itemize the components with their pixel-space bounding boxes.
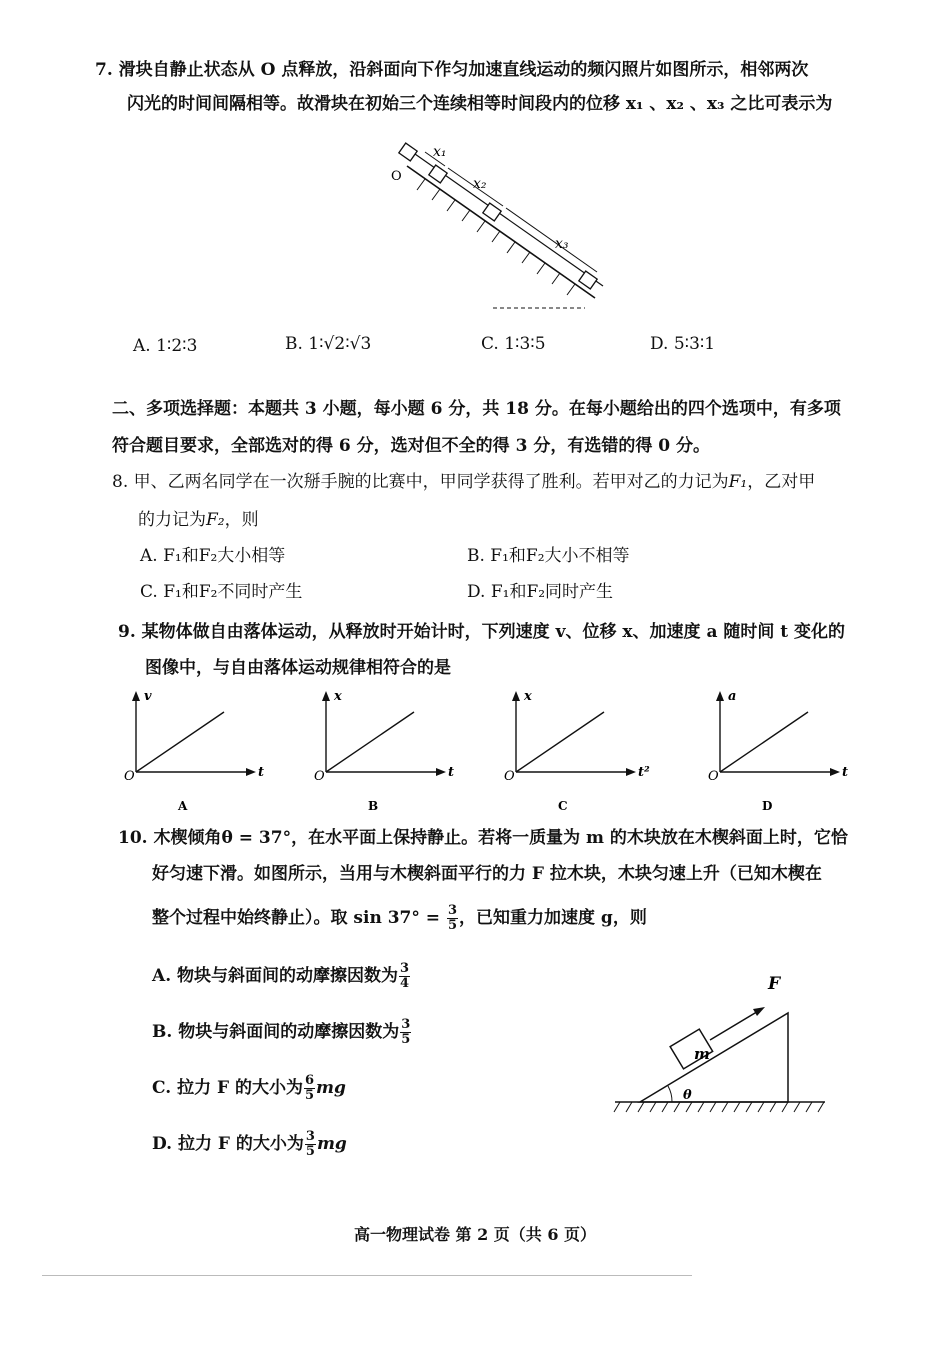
q8-line1a: 甲、乙两名同学在一次掰手腕的比赛中，甲同学获得了胜利。若甲对乙的力记为 xyxy=(133,472,729,492)
y-label: v xyxy=(144,689,152,704)
q8-option-d: D. F₁和F₂同时产生 xyxy=(467,582,614,602)
block-1 xyxy=(399,143,417,161)
graph-line xyxy=(516,712,604,772)
opt-d-num: 3 xyxy=(305,1129,315,1144)
graph-letter: B xyxy=(368,799,379,813)
y-label: x xyxy=(334,689,342,704)
opt-c-num: 6 xyxy=(304,1073,315,1088)
x-label: t² xyxy=(638,765,650,780)
origin-label: O xyxy=(124,769,135,784)
x-arrowhead xyxy=(830,768,840,776)
q7-number: 7. xyxy=(95,60,113,80)
q10-option-d xyxy=(152,1130,347,1159)
origin-label: O xyxy=(504,769,515,784)
q8-f2: F₂ xyxy=(206,510,225,530)
q7-line1-text: 滑块自静止状态从 O 点释放，沿斜面向下作匀加速直线运动的频闪照片如图所示，相邻两次 xyxy=(118,60,809,80)
opt-d-suffix: mg xyxy=(316,1134,347,1154)
graph-c xyxy=(504,688,658,818)
ground-hatching xyxy=(614,1102,824,1112)
label-force: F xyxy=(768,974,781,994)
q7-option-c: C. 1∶3∶5 xyxy=(481,334,546,354)
opt-b-num: 3 xyxy=(401,1017,411,1032)
y-label: a xyxy=(728,689,737,704)
label-x3: x₃ xyxy=(555,236,569,252)
q9-line2: 图像中，与自由落体运动规律相符合的是 xyxy=(145,658,451,678)
graph-letter: C xyxy=(558,799,568,813)
opt-c-text: C. 拉力 F 的大小为 xyxy=(152,1078,303,1098)
graph-letter: D xyxy=(762,799,773,813)
label-x1: x₁ xyxy=(433,144,447,160)
incline-hatching xyxy=(417,179,575,295)
y-arrowhead xyxy=(132,691,140,701)
y-arrowhead xyxy=(322,691,330,701)
x-label: t xyxy=(448,765,455,780)
q7-line1 xyxy=(95,58,808,82)
graph-d xyxy=(708,688,862,818)
q10-option-b xyxy=(152,1018,412,1047)
label-x2: x₂ xyxy=(473,176,487,192)
q7-option-a: A. 1∶2∶3 xyxy=(133,336,198,356)
origin-label: O xyxy=(314,769,325,784)
q10-option-a xyxy=(152,962,411,991)
wedge xyxy=(640,1013,788,1102)
label-mass: m xyxy=(694,1045,710,1063)
origin-label: O xyxy=(708,769,719,784)
dim-x3 xyxy=(506,208,597,272)
q8-line2b: ，则 xyxy=(224,510,259,530)
graph-a xyxy=(124,688,278,818)
label-origin: O xyxy=(391,169,402,184)
opt-c-den: 5 xyxy=(304,1088,315,1103)
q10-wedge-figure xyxy=(610,965,840,1125)
q10-sin-fraction xyxy=(447,904,458,933)
x-arrowhead xyxy=(246,768,256,776)
graph-line xyxy=(136,712,224,772)
force-arrow xyxy=(710,1010,760,1040)
opt-a-den: 4 xyxy=(400,976,410,991)
bottom-rule xyxy=(42,1275,692,1276)
q10-line3a: 整个过程中始终静止）。取 sin 37° = xyxy=(152,908,441,928)
q7-option-d: D. 5∶3∶1 xyxy=(650,334,716,354)
opt-a-frac xyxy=(399,962,410,991)
section2-line2: 符合题目要求，全部选对的得 6 分，选对但不全的得 3 分，有选错的得 0 分。 xyxy=(112,436,710,456)
q9-line1-text: 某物体做自由落体运动，从释放时开始计时，下列速度 v、位移 x、加速度 a 随时间 t 变化的 xyxy=(141,622,846,642)
q8-option-c: C. F₁和F₂不同时产生 xyxy=(140,582,303,602)
q10-option-c xyxy=(152,1074,346,1103)
opt-d-frac xyxy=(305,1130,316,1159)
opt-c-suffix: mg xyxy=(316,1078,346,1098)
opt-d-text: D. 拉力 F 的大小为 xyxy=(152,1134,304,1154)
q10-number: 10. xyxy=(118,828,148,848)
q8-number: 8. xyxy=(112,472,129,492)
q8-line1b: ，乙对甲 xyxy=(747,472,816,492)
opt-a-text: A. 物块与斜面间的动摩擦因数为 xyxy=(152,966,399,986)
block-2 xyxy=(429,165,447,183)
opt-a-num: 3 xyxy=(400,961,410,976)
x-arrowhead xyxy=(626,768,636,776)
q10-line3 xyxy=(152,904,647,933)
graph-line xyxy=(326,712,414,772)
q10-line2: 好匀速下滑。如图所示，当用与木楔斜面平行的力 F 拉木块，木块匀速上升（已知木楔在 xyxy=(152,864,822,884)
section2-line1: 二、多项选择题：本题共 3 小题，每小题 6 分，共 18 分。在每小题给出的四个选项中，有多项 xyxy=(112,399,841,419)
q8-option-b: B. F₁和F₂大小不相等 xyxy=(467,546,630,566)
q7-option-b: B. 1∶√2∶√3 xyxy=(285,334,372,354)
q7-incline-figure xyxy=(385,138,615,318)
q10-line1 xyxy=(118,826,848,850)
y-label: x xyxy=(524,689,532,704)
q7-line2: 闪光的时间间隔相等。故滑块在初始三个连续相等时间段内的位移 x₁ 、x₂ 、x₃ 之比可表示为 xyxy=(127,94,833,114)
graph-b xyxy=(314,688,468,818)
y-arrowhead xyxy=(512,691,520,701)
incline-surface xyxy=(407,166,595,298)
opt-b-den: 5 xyxy=(401,1032,411,1047)
x-label: t xyxy=(842,765,849,780)
block-4 xyxy=(579,271,597,289)
graph-letter: A xyxy=(178,799,188,813)
block-3 xyxy=(483,203,501,221)
y-arrowhead xyxy=(716,691,724,701)
page-footer: 高一物理试卷 第 2 页（共 6 页） xyxy=(353,1225,597,1244)
q8-line2 xyxy=(138,508,259,532)
graph-line xyxy=(720,712,808,772)
x-label: t xyxy=(258,765,265,780)
q10-line1-text: 木楔倾角θ = 37°，在水平面上保持静止。若将一质量为 m 的木块放在木楔斜面上时，它恰 xyxy=(153,828,848,848)
force-arrowhead xyxy=(753,1007,765,1016)
frac-num: 3 xyxy=(447,903,458,918)
opt-c-frac xyxy=(304,1074,315,1103)
angle-arc xyxy=(668,1086,672,1102)
q9-number: 9. xyxy=(118,622,136,642)
opt-b-text: B. 物块与斜面间的动摩擦因数为 xyxy=(152,1022,400,1042)
label-angle: θ xyxy=(683,1088,692,1103)
q8-line2a: 的力记为 xyxy=(138,510,206,530)
x-arrowhead xyxy=(436,768,446,776)
q10-line3b: ，已知重力加速度 g，则 xyxy=(459,908,647,928)
q8-f1: F₁ xyxy=(728,472,748,492)
q8-line1 xyxy=(112,470,815,494)
opt-d-den: 5 xyxy=(305,1144,315,1159)
q9-line1 xyxy=(118,620,845,644)
q8-option-a: A. F₁和F₂大小相等 xyxy=(140,546,286,566)
opt-b-frac xyxy=(400,1018,411,1047)
frac-den: 5 xyxy=(447,918,458,933)
